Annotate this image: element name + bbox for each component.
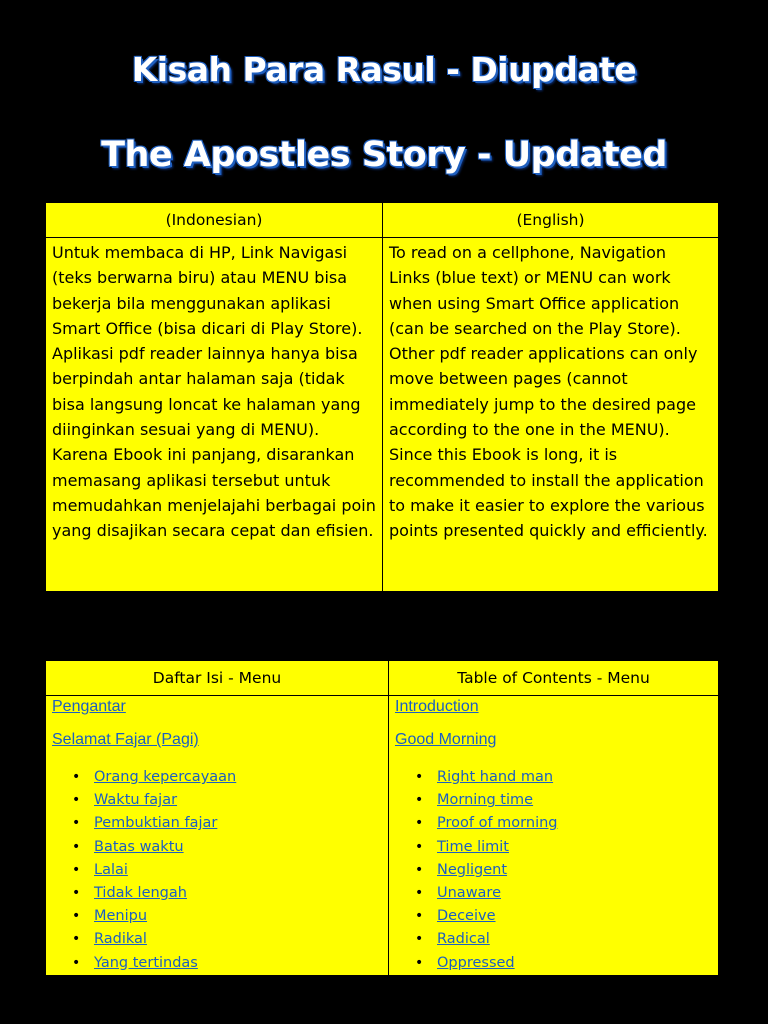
toc-link-introduction[interactable]: Introduction [395, 698, 479, 715]
toc-item-link[interactable]: Radikal [94, 931, 147, 948]
bullet-icon: • [72, 861, 81, 878]
bullet-icon: • [415, 838, 424, 855]
list-item [395, 928, 712, 951]
bullet-icon: • [72, 792, 81, 809]
bullet-icon: • [72, 884, 81, 901]
list-item [395, 859, 712, 882]
toc-item-link[interactable]: Unaware [437, 884, 501, 901]
list-item [52, 905, 382, 928]
toc-item-link[interactable]: Batas waktu [94, 838, 184, 855]
list-item [52, 928, 382, 951]
bullet-icon: • [415, 931, 424, 948]
toc-item-link[interactable]: Yang tertindas [94, 954, 198, 971]
toc-column-indonesian [46, 696, 389, 976]
toc-item-link[interactable]: Lalai [94, 861, 128, 878]
bullet-icon: • [415, 954, 424, 971]
toc-item-link[interactable]: Morning time [437, 792, 534, 809]
list-item [395, 952, 712, 975]
toc-list-indonesian [52, 766, 382, 975]
toc-item-link[interactable]: Time limit [437, 838, 509, 855]
page-title-english: The Apostles Story - Updated [101, 135, 667, 175]
toc-item-link[interactable]: Pembuktian fajar [94, 815, 218, 832]
list-item [52, 836, 382, 859]
toc-item-link[interactable]: Oppressed [437, 954, 515, 971]
toc-item-link[interactable]: Negligent [437, 861, 508, 878]
toc-list-english [395, 766, 712, 975]
list-item [52, 789, 382, 812]
toc-item-link[interactable]: Deceive [437, 908, 496, 925]
page-title-indonesian: Kisah Para Rasul - Diupdate [131, 50, 637, 89]
bullet-icon: • [72, 908, 81, 925]
toc-item-link[interactable]: Menipu [94, 908, 148, 925]
list-item [395, 789, 712, 812]
bullet-icon: • [415, 908, 424, 925]
toc-link-good-morning[interactable]: Good Morning [395, 731, 497, 748]
list-item [395, 766, 712, 789]
bullet-icon: • [72, 769, 81, 785]
toc-item-link[interactable]: Waktu fajar [94, 792, 178, 809]
toc-header-english: Table of Contents - Menu [389, 661, 719, 696]
bullet-icon: • [72, 954, 81, 971]
bullet-icon: • [415, 815, 424, 832]
column-header-english: (English) [383, 203, 719, 238]
bullet-icon: • [415, 769, 424, 785]
list-item [395, 836, 712, 859]
instructions-text-english: To read on a cellphone, Navigation Links (blue text) or MENU can work when using Smart Office application (can be searched on the Play Store). Other pdf reader applications can only move between pages (cannot immediately jump to the desired page according to the one in the MENU). Since this Ebook is long, it is recommended to install the application to make it easier to explore the various points presented quickly and efficiently. [383, 238, 719, 592]
reading-instructions-table [45, 202, 719, 592]
column-header-indonesian: (Indonesian) [46, 203, 383, 238]
toc-item-link[interactable]: Right hand man [437, 769, 554, 785]
list-item [52, 766, 382, 789]
bullet-icon: • [415, 792, 424, 809]
table-of-contents [45, 660, 719, 976]
list-item [52, 882, 382, 905]
toc-header-indonesian: Daftar Isi - Menu [46, 661, 389, 696]
bullet-icon: • [72, 838, 81, 855]
toc-item-link[interactable]: Tidak lengah [94, 884, 187, 901]
toc-column-english [389, 696, 719, 976]
list-item [395, 882, 712, 905]
toc-link-pengantar[interactable]: Pengantar [52, 698, 126, 715]
toc-link-selamat-fajar[interactable]: Selamat Fajar (Pagi) [52, 731, 199, 748]
list-item [52, 812, 382, 835]
bullet-icon: • [72, 931, 81, 948]
list-item [52, 952, 382, 975]
toc-item-link[interactable]: Proof of morning [437, 815, 558, 832]
list-item [395, 905, 712, 928]
bullet-icon: • [415, 861, 424, 878]
list-item [395, 812, 712, 835]
bullet-icon: • [72, 815, 81, 832]
toc-item-link[interactable]: Radical [437, 931, 490, 948]
instructions-text-indonesian: Untuk membaca di HP, Link Navigasi (teks berwarna biru) atau MENU bisa bekerja bila menggunakan aplikasi Smart Office (bisa dicari di Play Store). Aplikasi pdf reader lainnya hanya bisa berpindah antar halaman saja (tidak bisa langsung loncat ke halaman yang diinginkan sesuai yang di MENU). Karena Ebook ini panjang, disarankan memasang aplikasi tersebut untuk memudahkan menjelajahi berbagai poin yang disajikan secara cepat dan efisien. [46, 238, 383, 592]
toc-item-link[interactable]: Orang kepercayaan [94, 769, 237, 785]
list-item [52, 859, 382, 882]
bullet-icon: • [415, 884, 424, 901]
